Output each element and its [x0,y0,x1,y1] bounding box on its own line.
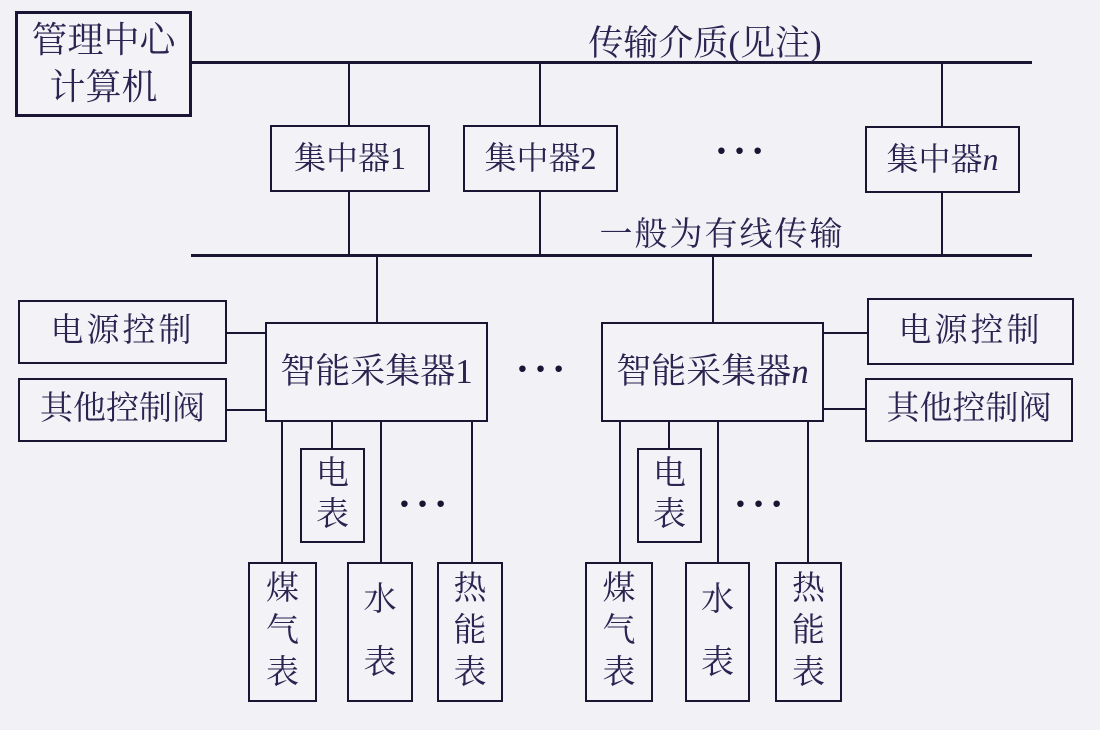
concentrator-n-box [865,126,1020,193]
gas-meter-box-left: 煤 气 表 [248,562,317,702]
concentrator-1-label: 集中器1 [293,140,406,177]
management-line1: 管理中心 [31,20,176,61]
gas-meter-drop-left [281,421,283,562]
water-meter-drop-left [380,421,382,562]
electric-meter-drop-left [331,421,333,448]
other-valve-label-left: 其他控制阀 [40,391,205,428]
ellipsis-meters-right: ··· [733,481,789,526]
concentrator-n-label: 集中器n [886,141,999,178]
other-valve-box-right [865,378,1073,442]
collector-1-box [265,322,488,422]
gas-meter-drop-right [619,421,621,562]
concentrator-1-drop-bottom [348,192,350,254]
electric-meter-drop-right [668,421,670,448]
ellipsis-concentrators: ··· [714,128,770,173]
collector-n-drop [712,256,714,322]
power-control-label-left: 电源控制 [50,313,195,350]
top-bus-label: 传输介质(见注) [588,24,822,63]
concentrator-1-drop-top [348,63,350,125]
heat-meter-drop-left [471,421,473,562]
power-control-label-right: 电源控制 [898,312,1043,349]
electric-meter-box-left: 电 表 [300,448,365,543]
power-control-connector-left [227,332,265,334]
gas-meter-box-right: 煤 气 表 [585,562,653,702]
concentrator-n-drop-bottom [941,193,943,254]
power-control-box-right [867,298,1074,365]
heat-meter-box-left: 热 能 表 [437,562,503,702]
other-valve-connector-right [824,408,865,410]
other-valve-connector-left [227,409,265,411]
collector-n-label: 智能采集器n [616,351,809,391]
concentrator-2-drop-top [539,63,541,125]
concentrator-2-drop-bottom [539,192,541,254]
power-control-connector-right [824,332,867,334]
concentrator-2-label: 集中器2 [484,140,597,177]
heat-meter-box-right: 热 能 表 [775,562,842,702]
electric-meter-box-right: 电 表 [637,448,702,543]
other-valve-box-left [18,378,227,442]
management-line2: 计算机 [49,67,158,107]
concentrator-2-box [463,125,618,192]
collector-n-box [601,322,824,422]
ellipsis-collectors: ··· [515,346,571,391]
water-meter-box-right: 水 表 [685,562,750,702]
management-center-box [15,11,192,117]
management-center-label [31,17,175,111]
heat-meter-drop-right [807,421,809,562]
concentrator-1-box [270,125,430,192]
other-valve-label-right: 其他控制阀 [886,391,1052,428]
water-meter-box-left: 水 表 [347,562,413,702]
middle-bus-label: 一般为有线传输 [599,217,845,253]
water-meter-drop-right [717,421,719,562]
collector-1-drop [376,256,378,322]
collector-1-label: 智能采集器1 [280,351,473,391]
concentrator-n-drop-top [941,63,943,126]
power-control-box-left [18,300,227,364]
ellipsis-meters-left: ··· [397,481,453,526]
